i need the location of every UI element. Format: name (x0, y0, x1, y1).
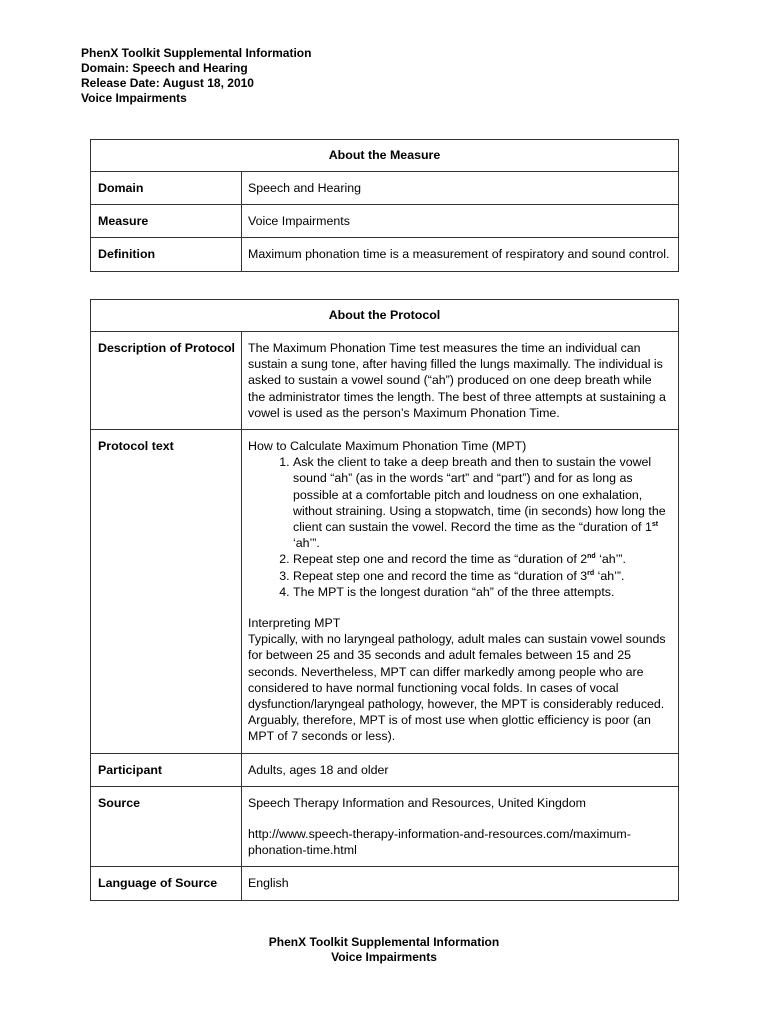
about-protocol-title: About the Protocol (91, 300, 679, 332)
table-title-row (91, 140, 679, 172)
source-name: Speech Therapy Information and Resources, United Kingdom (248, 795, 586, 810)
definition-value: Maximum phonation time is a measurement of respiratory and sound control. (242, 238, 679, 271)
interpret-text: Typically, with no laryngeal pathology, adult males can sustain vowel sounds for between 25 and 35 seconds and adult females between 15 and 25 seconds. Nevertheless, MPT can differ markedly among people who are considered to have normal functioning vocal folds. In cases of vocal dysfunction/laryngeal pathology, however, the MPT is considerably reduced. Arguably, therefore, MPT is of most use when glottic efficiency is poor (an MPT of 7 seconds or less). (248, 632, 666, 744)
header-domain: Domain: Speech and Hearing (81, 61, 248, 75)
definition-label: Definition (91, 238, 242, 271)
domain-label: Domain (91, 172, 242, 205)
document-footer (0, 935, 768, 965)
header-release-date: Release Date: August 18, 2010 (81, 76, 254, 90)
step2-text: Repeat step one and record the time as “duration of 2 (293, 552, 588, 567)
header-title: PhenX Toolkit Supplemental Information (81, 46, 312, 60)
spacer (248, 811, 672, 826)
description-value: The Maximum Phonation Time test measures the time an individual can sustain a sung tone, after having filled the lungs maximally. The individual is asked to sustain a vowel sound (“ah”) produced on one deep breath while the administrator times the length. The best of three attempts at sustaining a vowel is used as the person’s Maximum Phonation Time. (242, 332, 679, 430)
list-item: 4. The MPT is the longest duration “ah” of the three attempts. (293, 584, 672, 600)
table-row (91, 332, 679, 430)
about-measure-title: About the Measure (91, 140, 679, 172)
source-url: http://www.speech-therapy-information-and-resources.com/maximum-phonation-time.html (248, 827, 631, 858)
participant-label: Participant (91, 753, 242, 786)
protocol-heading: How to Calculate Maximum Phonation Time (MPT) (248, 439, 527, 454)
header-measure: Voice Impairments (81, 91, 187, 105)
footer-title: PhenX Toolkit Supplemental Information (268, 935, 500, 949)
document-header (81, 46, 311, 106)
list-item (293, 551, 672, 567)
step1-text: Ask the client to take a deep breath and then to sustain the vowel sound “ah” (as in the words “art” and “part”) and for as long as possible at a comfortable pitch and loudness on one exhalation, without straining. Using a stopwatch, time (in seconds) how long the client can sustain the vowel. Record the time as the “duration of 1 (293, 455, 666, 535)
about-protocol-table (90, 299, 679, 901)
table-row (91, 430, 679, 754)
table-row (91, 867, 679, 900)
protocol-steps-list (248, 454, 672, 600)
language-label: Language of Source (91, 867, 242, 900)
footer-measure: Voice Impairments (331, 950, 437, 964)
measure-value: Voice Impairments (242, 205, 679, 238)
measure-label: Measure (91, 205, 242, 238)
step3-text: Repeat step one and record the time as “duration of 3 (293, 568, 588, 583)
table-row (91, 753, 679, 786)
domain-value: Speech and Hearing (242, 172, 679, 205)
step3-tail: ‘ah’”. (594, 568, 625, 583)
list-item (293, 568, 672, 584)
table-row (91, 238, 679, 271)
table-title-row (91, 300, 679, 332)
step2-ordinal: nd (587, 553, 596, 561)
source-label: Source (91, 786, 242, 867)
participant-value: Adults, ages 18 and older (242, 753, 679, 786)
step3-ordinal: rd (587, 569, 595, 577)
step2-tail: ‘ah’”. (595, 552, 626, 567)
language-value: English (242, 867, 679, 900)
protocol-text-label: Protocol text (91, 430, 242, 754)
table-row (91, 205, 679, 238)
list-item (293, 454, 672, 551)
description-label: Description of Protocol (91, 332, 242, 430)
protocol-text-value (242, 430, 679, 754)
spacer (248, 600, 672, 615)
about-measure-table (90, 139, 679, 272)
step1-tail: ‘ah’”. (293, 536, 320, 551)
table-row (91, 786, 679, 867)
step1-ordinal: st (651, 521, 659, 529)
interpret-heading: Interpreting MPT (248, 616, 341, 631)
source-value (242, 786, 679, 867)
table-row (91, 172, 679, 205)
